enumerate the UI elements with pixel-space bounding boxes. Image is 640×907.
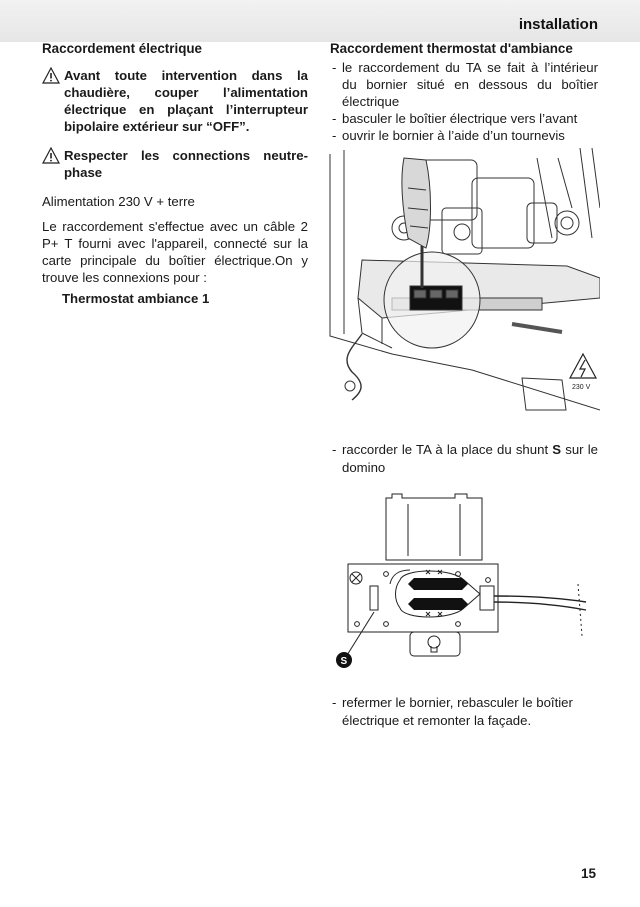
left-column [42,40,308,311]
step-terminal-location: - le raccordement du TA se fait à l’intérieur du bornier situé en dessous du boîtier électrique [332,60,598,109]
warning-neutral-phase [42,147,308,181]
connection-paragraph: Le raccordement s'effectue avec un câble 2 P+ T fourni avec l'appareil, connecté sur la carte principale du boîtier électrique.On y trouve les connexions pour : [42,219,308,285]
electrical-connection-heading: Raccordement électrique [42,41,203,56]
thermostat-subheading: Thermostat ambiance 1 [62,291,210,306]
warning-triangle-icon [42,67,60,84]
section-title: installation [518,16,598,33]
svg-text:230 V: 230 V [572,384,591,391]
thermostat-connection-heading: Raccordement thermostat d'ambiance [330,41,573,56]
boiler-terminal-illustration [322,148,600,414]
page-number: 15 [580,866,596,881]
shunt-bars [408,578,468,610]
step-tilt-box: - basculer le boîtier électrique vers l’avant [332,111,578,126]
svg-text:S: S [340,656,348,667]
shunt-label-inline: S [552,442,562,457]
warning-triangle-icon [42,147,60,164]
power-supply-text: Alimentation 230 V + terre [42,194,195,209]
step-close-terminal: - refermer le bornier, rebasculer le boîtier électrique et remonter la façade. [332,695,573,728]
right-column [330,40,598,144]
warning-neutral-phase-text: Respecter les connections neutre-phase [64,148,308,180]
warning-power-off [42,67,308,135]
terminal-block-diagram [330,490,610,670]
shunt-s-marker [336,612,374,668]
step-connect-thermostat: - raccorder le TA à la place du shunt S sur le domino [332,442,598,475]
voltage-warning-sticker [570,354,596,391]
step-open-terminal: - ouvrir le bornier à l’aide d’un tournevis [332,128,565,143]
warning-power-off-text: Avant toute intervention dans la chaudière, couper l’alimentation électrique en plaçant l’interrupteur bipolaire extérieur sur “OFF”. [64,68,308,134]
